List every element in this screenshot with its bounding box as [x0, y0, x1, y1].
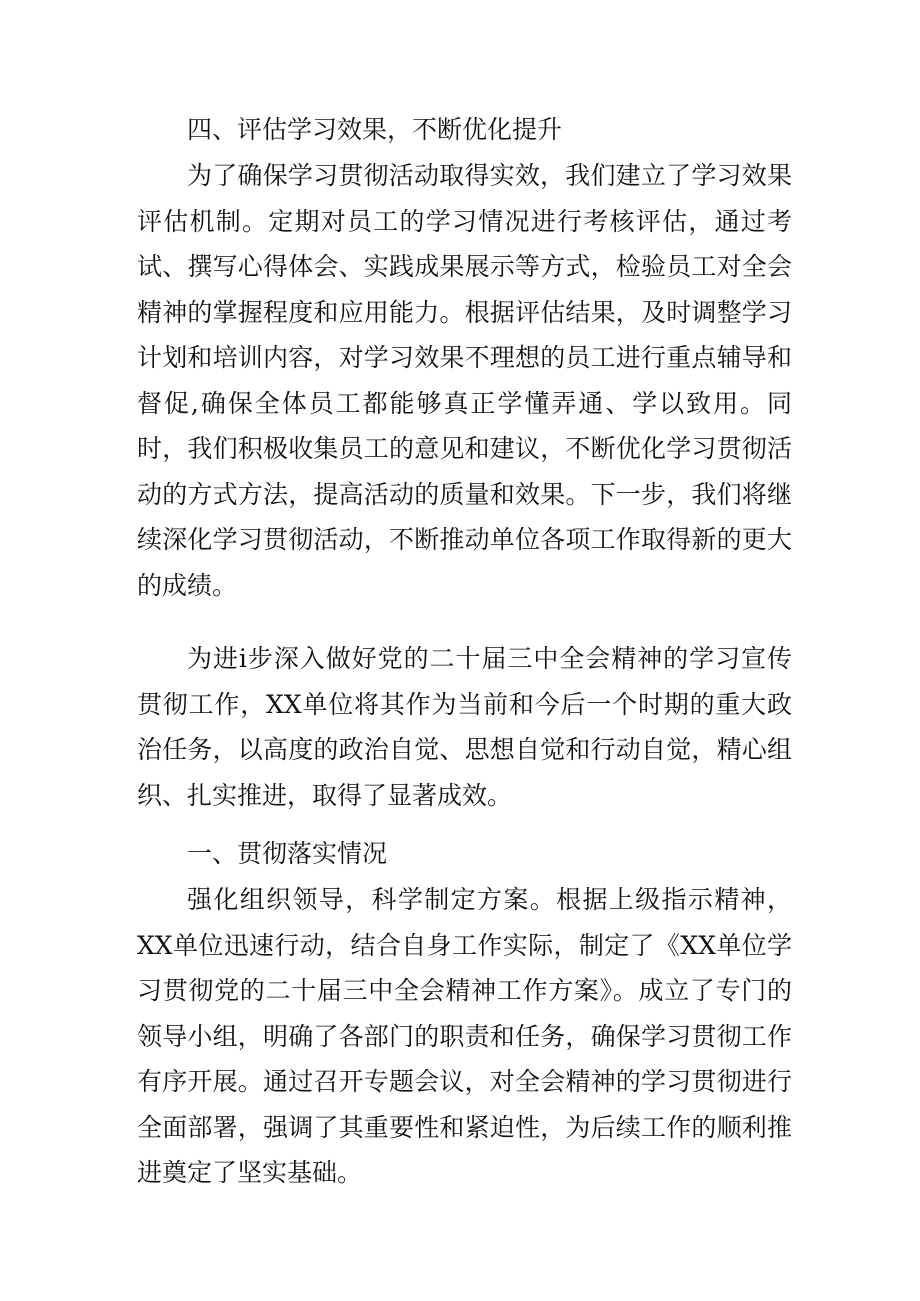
section-heading-implementation: 一、贯彻落实情况	[187, 839, 388, 868]
paragraph-organization-leadership: 强化组织领导，科学制定方案。根据上级指示精神，XX单位迅速行动，结合自身工作实际，制定了《XX单位学习贯彻党的二十届三中全会精神工作方案》。成立了专门的领导小组，明确了各部门的职责和任务，确保学习贯彻工作有序开展。通过召开专题会议，对全会精神的学习贯彻进行全面部署，强调了其重要性和紧迫性，为后续工作的顺利推进奠定了坚实基础。	[137, 885, 792, 1187]
section-heading-evaluate: 四、评估学习效果，不断优化提升	[187, 115, 563, 144]
paragraph-evaluation-mechanism: 为了确保学习贯彻活动取得实效，我们建立了学习效果评估机制。定期对员工的学习情况进行考核评估，通过考试、撰写心得体会、实践成果展示等方式，检验员工对全会精神的掌握程度和应用能力。根据评估结果，及时调整学习计划和培训内容，对学习效果不理想的员工进行重点辅导和督促,确保全体员工都能够真正学懂弄通、学以致用。同时，我们积极收集员工的意见和建议，不断优化学习贯彻活动的方式方法，提高活动的质量和效果。下一步，我们将继续深化学习贯彻活动，不断推动单位各项工作取得新的更大的成绩。	[137, 161, 792, 600]
paragraph-introduction: 为进i步深入做好党的二十届三中全会精神的学习宣传贯彻工作，XX单位将其作为当前和今后一个时期的重大政治任务，以高度的政治自觉、思想自觉和行动自觉，精心组织、扎实推进，取得了显著成效。	[137, 644, 792, 810]
